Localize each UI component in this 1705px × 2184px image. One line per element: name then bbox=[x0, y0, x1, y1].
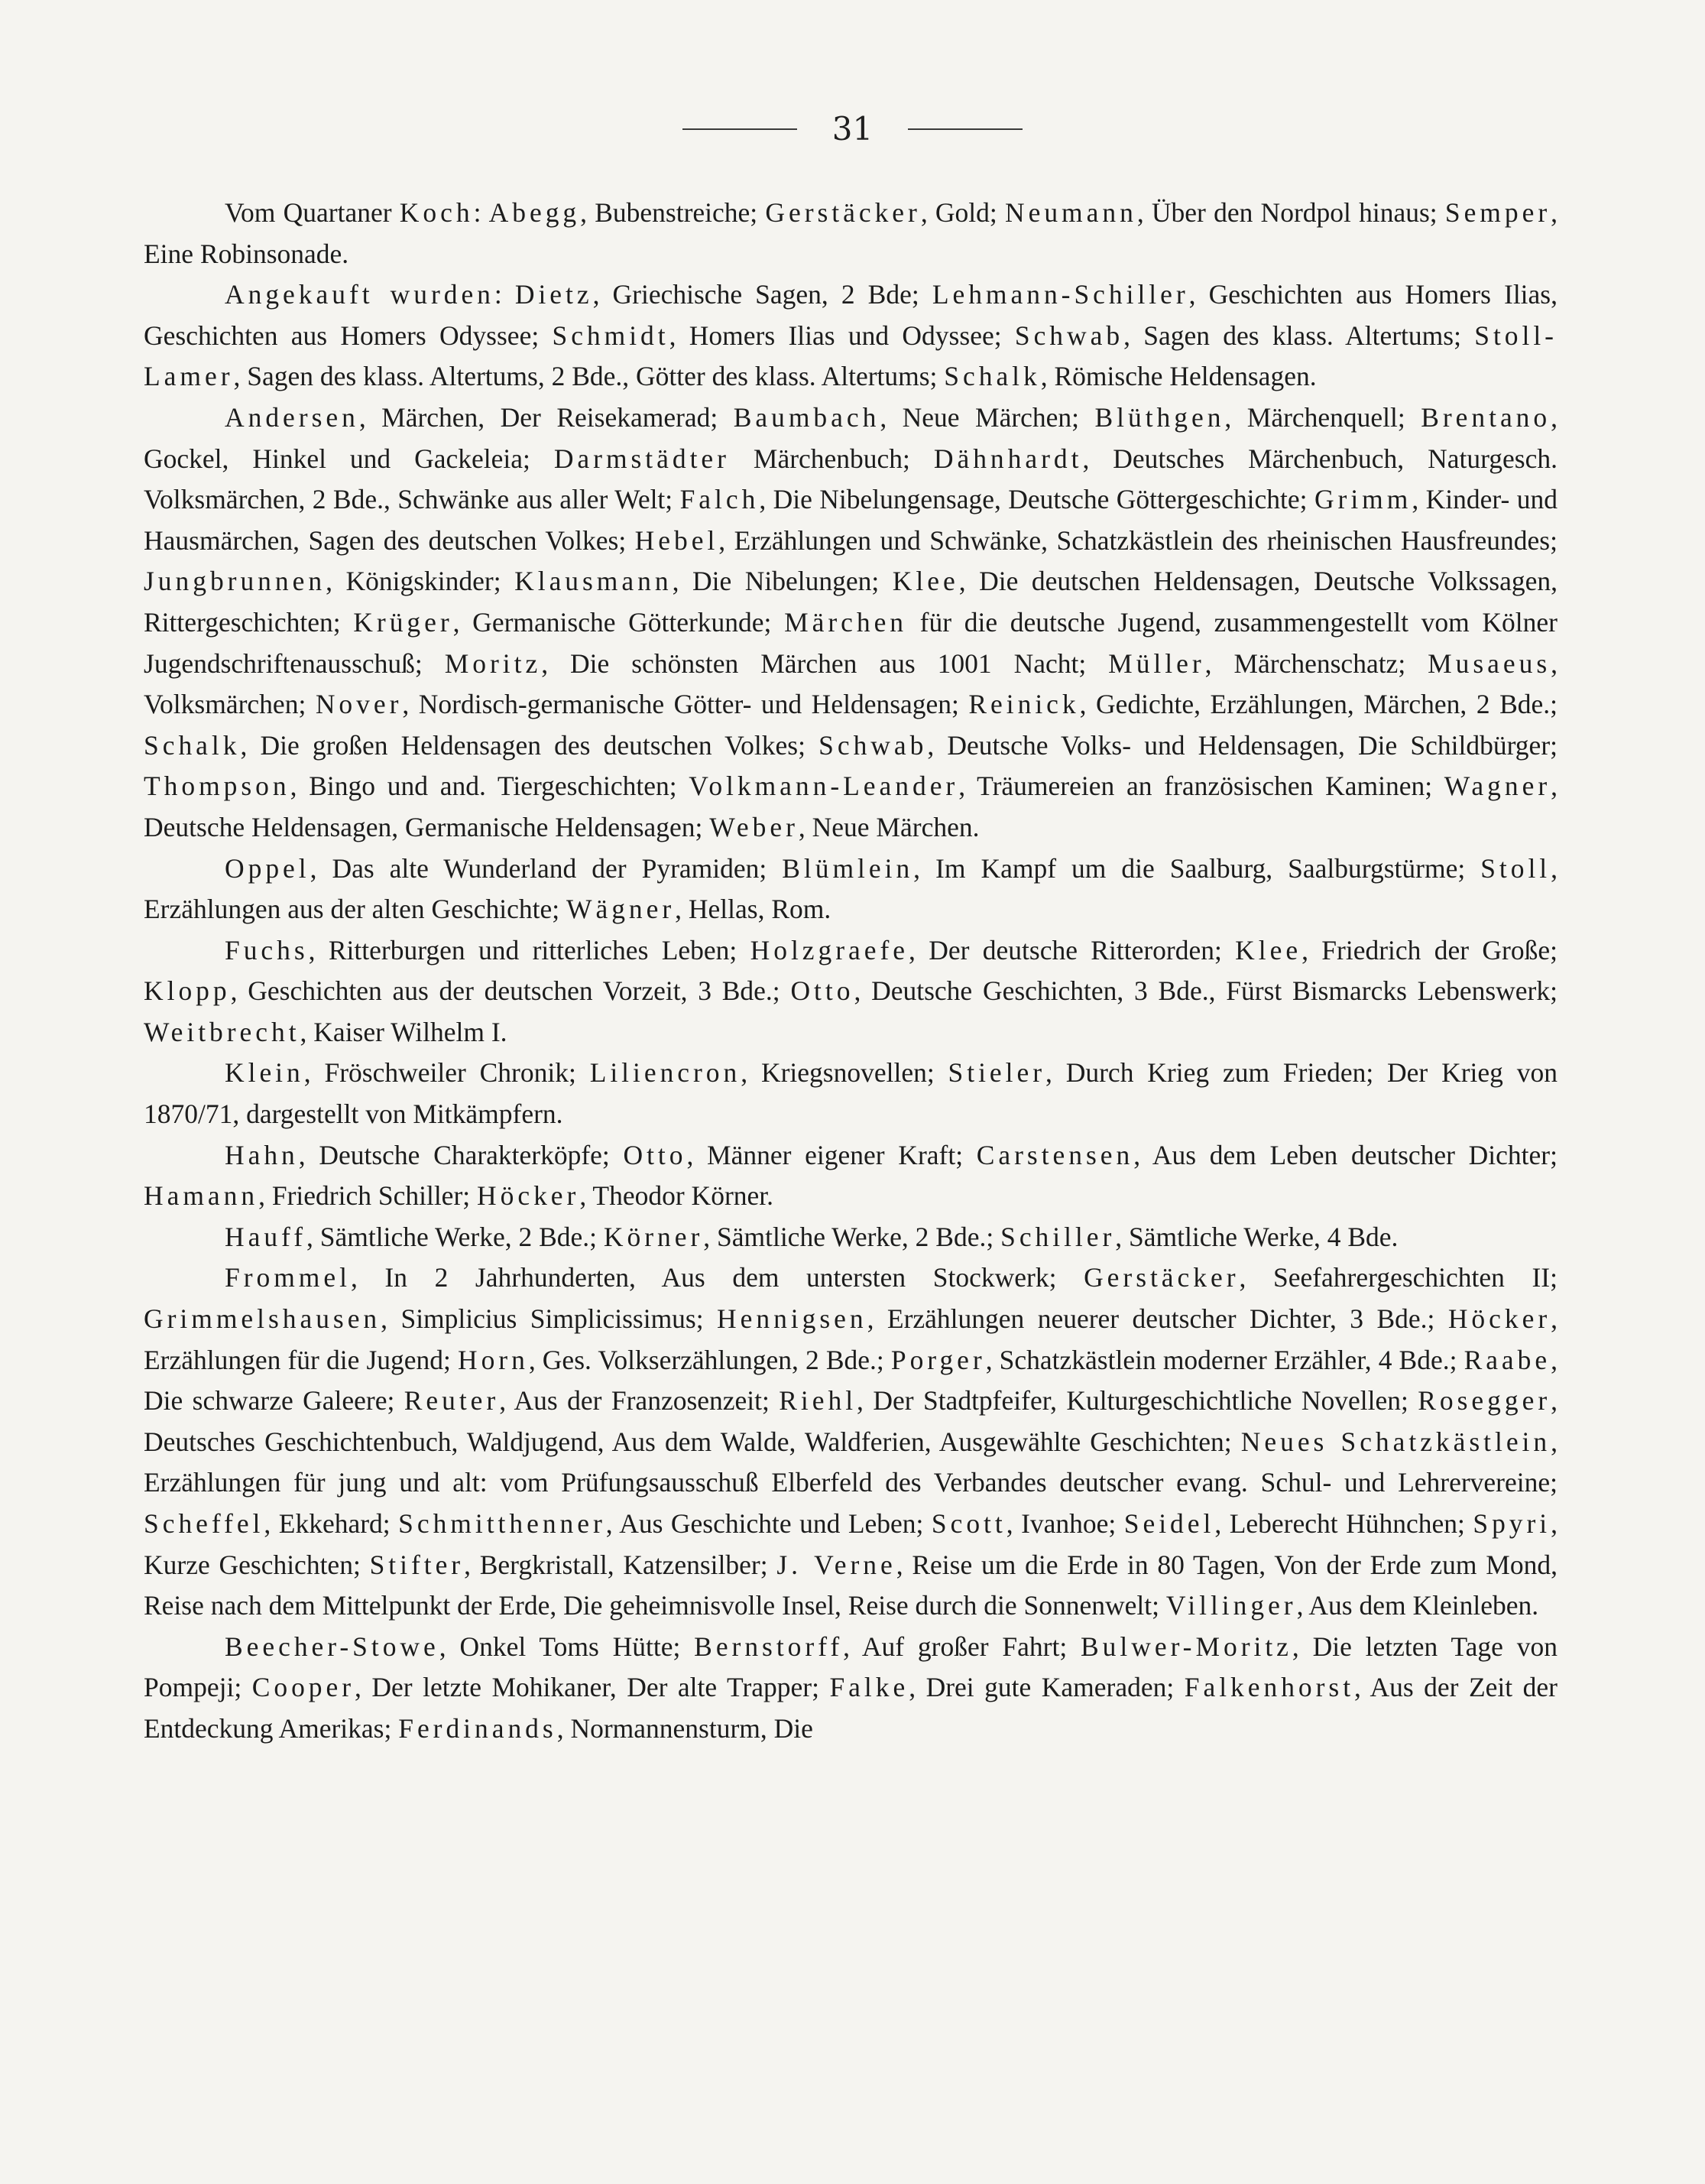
paragraph bbox=[144, 849, 1558, 930]
text-run: , Eine Robinsonade. bbox=[144, 197, 1558, 269]
author-name: Abegg bbox=[488, 197, 581, 228]
author-name: Hahn bbox=[225, 1139, 299, 1170]
text-run: , Neue Märchen. bbox=[798, 811, 980, 842]
author-name: Raabe bbox=[1464, 1344, 1551, 1375]
author-name: Gerstäcker bbox=[1084, 1262, 1240, 1293]
text-run: , Königskinder; bbox=[326, 566, 515, 597]
author-name: Volkmann-Leander bbox=[689, 771, 959, 802]
text-run: , Homers Ilias und Odyssee; bbox=[669, 320, 1015, 351]
author-name: Wagner bbox=[1444, 771, 1551, 802]
author-name: Liliencron bbox=[589, 1057, 741, 1089]
text-run: , In 2 Jahrhunderten, Aus dem untersten Stockwerk; bbox=[350, 1262, 1084, 1293]
text-run: , Fröschweiler Chronik; bbox=[303, 1057, 590, 1089]
text-run: , Die deutschen Heldensagen, Deutsche Volkssagen, Rittergeschichten; bbox=[144, 566, 1558, 638]
text-run: , Griechische Sagen, 2 Bde; bbox=[592, 279, 932, 310]
text-run: , Gockel, Hinkel und Gackeleia; bbox=[144, 401, 1558, 474]
author-name: Gerstäcker bbox=[765, 197, 921, 228]
author-name: Rosegger bbox=[1418, 1385, 1551, 1417]
author-name: Scheffel bbox=[144, 1508, 264, 1539]
text-run: , Schatzkästlein moderner Erzähler, 4 Bde.; bbox=[985, 1344, 1464, 1375]
author-name: Schalk bbox=[944, 361, 1041, 392]
text-run: , Hellas, Rom. bbox=[675, 894, 831, 925]
text-run: , Das alte Wunderland der Pyramiden; bbox=[310, 852, 783, 884]
author-name: Klopp bbox=[144, 975, 231, 1007]
author-name: Dietz bbox=[514, 279, 593, 310]
text-run: , Deutsches Märchenbuch, Naturgesch. Volksmärchen, 2 Bde., Schwänke aus aller Welt; bbox=[144, 443, 1558, 515]
author-name: Grimm bbox=[1314, 484, 1412, 515]
author-name: J. Verne bbox=[776, 1549, 896, 1580]
text-run: für die deutsche Jugend, zusammengestellt vom Kölner Jugendschriftenausschuß; bbox=[144, 606, 1558, 679]
text-run: , Deutsche Volks- und Heldensagen, Die Schildbürger; bbox=[927, 729, 1558, 761]
text-run: , Die schwarze Galeere; bbox=[144, 1344, 1558, 1417]
author-name: Villinger bbox=[1165, 1590, 1297, 1621]
author-name: Reuter bbox=[404, 1385, 500, 1417]
text-run: , Deutsches Geschichtenbuch, Waldjugend, Aus dem Walde, Waldferien, Ausgewählte Geschichten; bbox=[144, 1385, 1558, 1457]
text-run: , Sagen des klass. Altertums, 2 Bde., Götter des klass. Altertums; bbox=[233, 361, 945, 392]
text-run: Märchenbuch; bbox=[729, 443, 934, 474]
author-name: Nover bbox=[315, 689, 403, 720]
text-run: , Aus der Zeit der Entdeckung Amerikas; bbox=[144, 1672, 1558, 1744]
author-name: Brentano bbox=[1421, 401, 1551, 433]
text-run: , Die letzten Tage von Pompeji; bbox=[144, 1631, 1558, 1703]
author-name: Wägner bbox=[566, 894, 676, 925]
text-run: , Aus Geschichte und Leben; bbox=[605, 1508, 932, 1539]
paragraph bbox=[144, 1627, 1558, 1750]
text-run: , Erzählungen aus der alten Geschichte; bbox=[144, 852, 1558, 925]
text-run: , Sämtliche Werke, 2 Bde.; bbox=[306, 1221, 604, 1252]
text-run: , Im Kampf um die Saalburg, Saalburgstürme; bbox=[913, 852, 1481, 884]
author-name: Müller bbox=[1108, 647, 1205, 679]
text-run: , Kaiser Wilhelm I. bbox=[300, 1016, 507, 1047]
author-name: Thompson bbox=[144, 771, 290, 802]
author-name: Falch bbox=[679, 484, 760, 515]
text-run: , Geschichten aus Homers Ilias, Geschichten aus Homers Odyssee; bbox=[144, 279, 1558, 351]
author-name: Hennigsen bbox=[717, 1303, 867, 1335]
paragraph bbox=[144, 193, 1558, 274]
author-name: Oppel bbox=[225, 852, 310, 884]
author-name: Blümlein bbox=[782, 852, 914, 884]
author-name: Angekauft wurden bbox=[225, 279, 494, 310]
author-name: Weitbrecht bbox=[144, 1016, 300, 1047]
text-run: , Seefahrergeschichten II; bbox=[1239, 1262, 1558, 1293]
author-name: Koch bbox=[399, 197, 474, 228]
author-name: Höcker bbox=[1447, 1303, 1551, 1335]
author-name: Schwab bbox=[1014, 320, 1124, 351]
author-name: Frommel bbox=[225, 1262, 351, 1293]
author-name: Beecher-Stowe bbox=[225, 1631, 439, 1662]
author-name: Stoll bbox=[1480, 852, 1551, 884]
text-run: , Der letzte Mohikaner, Der alte Trapper; bbox=[355, 1672, 830, 1703]
author-name: Otto bbox=[790, 975, 854, 1007]
text-run: , Sagen des klass. Altertums; bbox=[1123, 320, 1475, 351]
author-name: Schmitthenner bbox=[398, 1508, 606, 1539]
author-name: Lehmann-Schiller bbox=[932, 279, 1189, 310]
author-name: Bulwer-Moritz bbox=[1081, 1631, 1292, 1662]
page-header bbox=[0, 110, 1705, 148]
author-name: Andersen bbox=[225, 401, 359, 433]
text-run: , Die Nibelungen; bbox=[672, 566, 893, 597]
author-name: Riehl bbox=[779, 1385, 857, 1417]
text-run: , Aus der Franzosenzeit; bbox=[499, 1385, 780, 1417]
text-run: , Bubenstreiche; bbox=[580, 197, 766, 228]
author-name: Klee bbox=[892, 566, 959, 597]
text-run: , Drei gute Kameraden; bbox=[909, 1672, 1185, 1703]
text-run: , Normannensturm, Die bbox=[556, 1712, 813, 1744]
text-run: , Bingo und and. Tiergeschichten; bbox=[290, 771, 689, 802]
body-text bbox=[144, 193, 1558, 1750]
text-run: , Aus dem Leben deutscher Dichter; bbox=[1133, 1139, 1558, 1170]
text-run: , Ivanhoe; bbox=[1006, 1508, 1124, 1539]
text-run: , Männer eigener Kraft; bbox=[686, 1139, 977, 1170]
text-run: , Die großen Heldensagen des deutschen Volkes; bbox=[240, 729, 819, 761]
text-run: , Bergkristall, Katzensilber; bbox=[464, 1549, 777, 1580]
author-name: Reinick bbox=[968, 689, 1080, 720]
header-rule-left bbox=[682, 128, 797, 130]
text-run: , Onkel Toms Hütte; bbox=[439, 1631, 695, 1662]
author-name: Schwab bbox=[818, 729, 928, 761]
text-run: , Germanische Götterkunde; bbox=[452, 606, 785, 638]
author-name: Semper bbox=[1444, 197, 1551, 228]
text-run: , Deutsche Charakterköpfe; bbox=[298, 1139, 624, 1170]
author-name: Jungbrunnen bbox=[144, 566, 326, 597]
text-run: , Römische Heldensagen. bbox=[1040, 361, 1317, 392]
author-name: Hebel bbox=[634, 524, 719, 556]
author-name: Musaeus bbox=[1428, 647, 1551, 679]
paragraph bbox=[144, 274, 1558, 398]
author-name: Holzgraefe bbox=[750, 934, 909, 965]
text-run: , Reise um die Erde in 80 Tagen, Von der Erde zum Mond, Reise nach dem Mittelpunkt der Erde, Die geheimnisvolle Insel, Reise durch die Sonnenwelt; bbox=[144, 1549, 1558, 1621]
header-rule-right bbox=[908, 128, 1023, 130]
author-name: Märchen bbox=[784, 606, 908, 638]
author-name: Horn bbox=[457, 1344, 529, 1375]
author-name: Stieler bbox=[948, 1057, 1046, 1089]
text-run: , Kriegsnovellen; bbox=[741, 1057, 948, 1089]
paragraph bbox=[144, 1258, 1558, 1626]
author-name: Klein bbox=[225, 1057, 304, 1089]
text-run: , Aus dem Kleinleben. bbox=[1296, 1590, 1539, 1621]
text-run: , Märchen, Der Reisekamerad; bbox=[358, 401, 734, 433]
text-run: , Erzählungen für jung und alt: vom Prüfungsausschuß Elberfeld des Verbandes deutscher evang. Schul- und Lehrervereine; bbox=[144, 1426, 1558, 1498]
author-name: Seidel bbox=[1123, 1508, 1215, 1539]
author-name: Moritz bbox=[444, 647, 542, 679]
text-run: , Märchenquell; bbox=[1224, 401, 1421, 433]
author-name: Baumbach bbox=[733, 401, 880, 433]
author-name: Carstensen bbox=[976, 1139, 1134, 1170]
author-name: Schmidt bbox=[552, 320, 669, 351]
paragraph bbox=[144, 1053, 1558, 1134]
author-name: Falkenhorst bbox=[1184, 1672, 1355, 1703]
text-run: , Auf großer Fahrt; bbox=[843, 1631, 1081, 1662]
text-run: , Friedrich der Große; bbox=[1301, 934, 1558, 965]
text-run: , Ges. Volkserzählungen, 2 Bde.; bbox=[528, 1344, 891, 1375]
author-name: Stifter bbox=[369, 1549, 465, 1580]
author-name: Weber bbox=[709, 811, 799, 842]
paragraph bbox=[144, 398, 1558, 849]
author-name: Hauff bbox=[225, 1221, 306, 1252]
author-name: Darmstädter bbox=[553, 443, 730, 474]
text-run: , Durch Krieg zum Frieden; Der Krieg von 1870/71, dargestellt von Mitkämpfern. bbox=[144, 1057, 1558, 1130]
text-run: , Kinder- und Hausmärchen, Sagen des deutschen Volkes; bbox=[144, 484, 1558, 556]
text-run: , Märchenschatz; bbox=[1204, 647, 1428, 679]
author-name: Ferdinands bbox=[398, 1712, 557, 1744]
author-name: Körner bbox=[603, 1221, 704, 1252]
text-run: , Sämtliche Werke, 4 Bde. bbox=[1115, 1221, 1399, 1252]
text-run: Vom Quartaner bbox=[225, 197, 400, 228]
text-run: , Deutsche Geschichten, 3 Bde., Fürst Bismarcks Lebenswerk; bbox=[854, 975, 1558, 1007]
author-name: Scott bbox=[931, 1508, 1006, 1539]
text-run: , Volksmärchen; bbox=[144, 647, 1558, 720]
text-run: , Geschichten aus der deutschen Vorzeit, 3 Bde.; bbox=[230, 975, 791, 1007]
text-run: , Erzählungen und Schwänke, Schatzkästlein des rheinischen Hausfreundes; bbox=[718, 524, 1558, 556]
text-run: , Der deutsche Ritterorden; bbox=[909, 934, 1236, 965]
author-name: Otto bbox=[623, 1139, 687, 1170]
author-name: Schiller bbox=[1000, 1221, 1116, 1252]
page-number: 31 bbox=[831, 110, 874, 148]
text-run: , Ritterburgen und ritterliches Leben; bbox=[308, 934, 750, 965]
author-name: Neumann bbox=[1005, 197, 1137, 228]
text-run: , Nordisch-germanische Götter- und Heldensagen; bbox=[402, 689, 969, 720]
author-name: Schalk bbox=[144, 729, 241, 761]
text-run: , Gold; bbox=[920, 197, 1005, 228]
text-run: , Erzählungen neuerer deutscher Dichter, 3 Bde.; bbox=[867, 1303, 1448, 1335]
text-run: , Theodor Körner. bbox=[579, 1180, 774, 1212]
text-run: , Über den Nordpol hinaus; bbox=[1136, 197, 1445, 228]
author-name: Cooper bbox=[251, 1672, 355, 1703]
text-run: : bbox=[494, 279, 515, 310]
text-run: , Sämtliche Werke, 2 Bde.; bbox=[703, 1221, 1001, 1252]
text-run: , Die Nibelungensage, Deutsche Göttergeschichte; bbox=[759, 484, 1314, 515]
author-name: Klausmann bbox=[514, 566, 673, 597]
author-name: Bernstorff bbox=[694, 1631, 844, 1662]
text-run: , Neue Märchen; bbox=[880, 401, 1095, 433]
author-name: Dähnhardt bbox=[933, 443, 1083, 474]
author-name: Spyri bbox=[1473, 1508, 1551, 1539]
text-run: , Deutsche Heldensagen, Germanische Heldensagen; bbox=[144, 771, 1558, 842]
author-name: Porger bbox=[890, 1344, 986, 1375]
text-run: , Gedichte, Erzählungen, Märchen, 2 Bde.; bbox=[1079, 689, 1558, 720]
author-name: Falke bbox=[829, 1672, 909, 1703]
author-name: Neues Schatzkästlein bbox=[1240, 1426, 1551, 1457]
text-run: , Ekkehard; bbox=[264, 1508, 399, 1539]
text-run: , Träumereien an französischen Kaminen; bbox=[958, 771, 1444, 802]
paragraph bbox=[144, 1135, 1558, 1217]
paragraph bbox=[144, 930, 1558, 1053]
text-run: , Friedrich Schiller; bbox=[258, 1180, 478, 1212]
text-run: , Der Stadtpfeifer, Kulturgeschichtliche Novellen; bbox=[857, 1385, 1418, 1417]
author-name: Blüthgen bbox=[1094, 401, 1225, 433]
text-run: , Leberecht Hühnchen; bbox=[1214, 1508, 1473, 1539]
author-name: Krüger bbox=[353, 606, 453, 638]
text-run: : bbox=[473, 197, 489, 228]
author-name: Klee bbox=[1235, 934, 1302, 965]
author-name: Stoll-Lamer bbox=[144, 320, 1558, 392]
text-run: , Die schönsten Märchen aus 1001 Nacht; bbox=[541, 647, 1109, 679]
text-run: , Erzählungen für die Jugend; bbox=[144, 1303, 1558, 1375]
text-run: , Kurze Geschichten; bbox=[144, 1508, 1558, 1580]
author-name: Fuchs bbox=[225, 934, 309, 965]
text-run: , Simplicius Simplicissimus; bbox=[381, 1303, 718, 1335]
author-name: Grimmelshausen bbox=[144, 1303, 381, 1335]
author-name: Hamann bbox=[144, 1180, 259, 1212]
paragraph bbox=[144, 1217, 1558, 1258]
author-name: Höcker bbox=[477, 1180, 580, 1212]
